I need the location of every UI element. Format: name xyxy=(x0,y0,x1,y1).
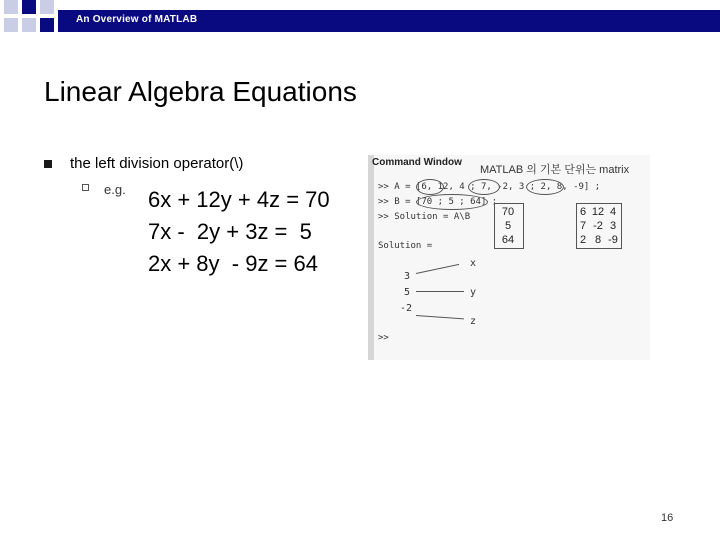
matrix-a-entry: -9 xyxy=(608,234,618,246)
command-line-1: >> A = [6, 12, 4 ; 7, -2, 3 ; 2, 8, -9] ; xyxy=(378,182,601,192)
vector-b-entry: 64 xyxy=(501,234,515,246)
matlab-command-window xyxy=(368,155,650,360)
command-line-2: >> B = [70 ; 5 ; 64] ; xyxy=(378,197,498,207)
window-left-strip xyxy=(368,155,374,360)
matrix-a-entry: 3 xyxy=(609,220,617,232)
matrix-a-entry: 4 xyxy=(609,206,617,218)
decor-square xyxy=(22,18,36,32)
highlight-ellipse xyxy=(526,179,564,195)
vector-b-entry: 70 xyxy=(501,206,515,218)
equation-1: 6x + 12y + 4z = 70 xyxy=(148,187,330,212)
highlight-ellipse xyxy=(468,179,500,195)
highlight-ellipse xyxy=(416,179,444,195)
bullet-text: the left division operator(\) xyxy=(70,155,244,172)
matrix-a-entry: 6 xyxy=(579,206,587,218)
equation-3: 2x + 8y - 9z = 64 xyxy=(148,251,318,276)
solution-value: -2 xyxy=(400,303,413,314)
matrix-a-entry: 12 xyxy=(591,206,605,218)
variable-label: z xyxy=(470,316,477,327)
decor-square xyxy=(22,0,36,14)
matrix-a-entry: -2 xyxy=(593,220,603,232)
decor-square xyxy=(4,0,18,14)
solution-value: 3 xyxy=(404,271,411,282)
solution-value: 5 xyxy=(404,287,411,298)
slide-header xyxy=(0,0,720,40)
variable-label: y xyxy=(470,287,477,298)
decor-square xyxy=(40,18,54,32)
command-window-title: Command Window xyxy=(372,157,462,168)
sub-bullet-text: e.g. xyxy=(104,182,126,197)
bullet-square-icon xyxy=(44,160,52,168)
header-title: An Overview of MATLAB xyxy=(76,14,198,25)
matrix-a-entry: 7 xyxy=(579,220,587,232)
annotation-note: MATLAB 의 기본 단위는 matrix xyxy=(480,164,630,176)
arrow-line xyxy=(416,264,459,274)
matrix-a-entry: 8 xyxy=(594,234,602,246)
page-number: 16 xyxy=(661,512,674,524)
matrix-a-entry: 2 xyxy=(579,234,587,246)
decor-square xyxy=(4,18,18,32)
highlight-ellipse xyxy=(416,194,488,210)
arrow-line xyxy=(416,315,464,319)
arrow-line xyxy=(416,291,464,292)
equation-block xyxy=(148,184,330,280)
command-line-3: >> Solution = A\B xyxy=(378,212,471,222)
prompt-line: >> xyxy=(378,333,389,343)
sub-bullet-icon xyxy=(82,184,89,191)
variable-label: x xyxy=(470,258,477,269)
output-label: Solution = xyxy=(378,241,433,251)
slide-title: Linear Algebra Equations xyxy=(44,76,357,107)
equation-2: 7x - 2y + 3z = 5 xyxy=(148,219,312,244)
vector-b-entry: 5 xyxy=(504,220,512,232)
decor-square xyxy=(40,0,54,14)
